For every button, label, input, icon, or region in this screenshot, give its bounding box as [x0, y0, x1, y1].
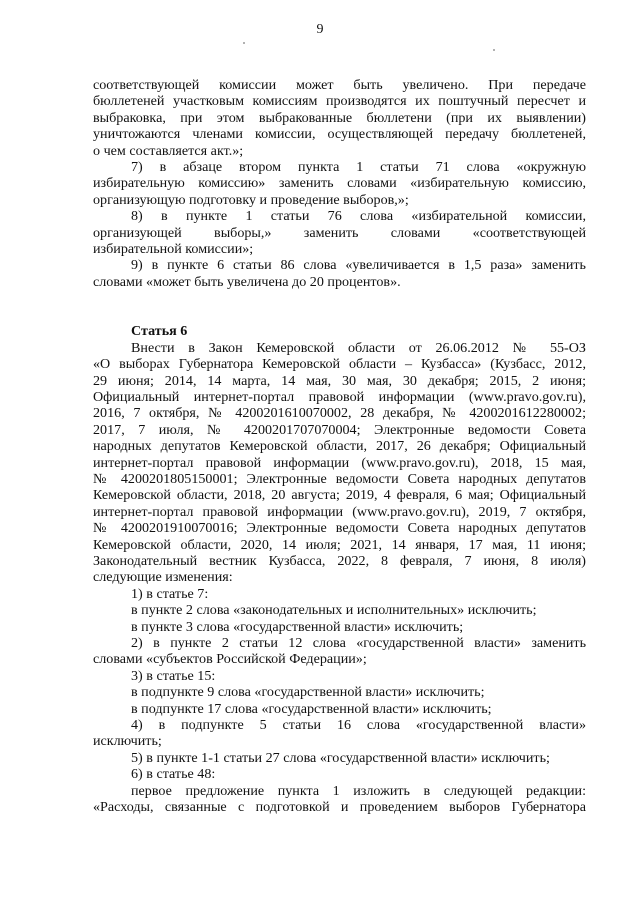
- text-line: первое предложение пункта 1 изложить в следующей редакции:: [131, 782, 586, 799]
- text-line: исключить;: [93, 733, 162, 750]
- text-line: Внести в Закон Кемеровской области от 26.06.2012 № 55-ОЗ: [131, 339, 586, 356]
- text-line: словами «субъектов Российской Федерации»;: [93, 651, 367, 668]
- text-line: народных депутатов Кемеровской области, 2017, 26 декабря; Официальный: [93, 438, 586, 455]
- text-line: избирательной комиссии»;: [93, 241, 254, 258]
- scan-speck: [243, 42, 245, 44]
- text-line: избирательную комиссию» заменить словами «избирательную комиссию,: [93, 175, 586, 192]
- amendment-item-9: [93, 257, 586, 290]
- scan-speck: [493, 49, 495, 51]
- change-item-1-b: в пункте 3 слова «государственной власти» исключить;: [131, 618, 464, 635]
- text-line: бюллетеней участковым комиссиям производятся их поштучный пересчет и: [93, 93, 586, 110]
- text-line: организующей выборы,» заменить словами «соответствующей: [93, 224, 586, 241]
- text-line: выбраковка, при этом выбракованные бюллетени (при их выявлении): [93, 109, 586, 126]
- text-line: интернет-портал правовой информации (www.pravo.gov.ru), 2018, 15 мая,: [93, 454, 586, 471]
- body-text: [93, 77, 586, 815]
- text-line: 29 июня; 2014, 14 марта, 14 мая, 30 мая, 30 декабря; 2015, 2 июня;: [93, 372, 586, 389]
- text-line: Кемеровской области, 2020, 14 июля; 2021, 14 января, 17 мая, 11 июня;: [93, 536, 586, 553]
- amendment-item-7: [93, 159, 586, 208]
- article-heading: Статья 6: [131, 323, 188, 340]
- text-line: 2) в пункте 2 статьи 12 слова «государственной власти» заменить: [131, 635, 586, 651]
- article-intro: [93, 340, 586, 586]
- change-item-2: [93, 635, 586, 668]
- amendment-item-8: [93, 208, 586, 257]
- text-line: № 4200201910070016; Электронные ведомости Совета народных депутатов: [93, 520, 586, 537]
- text-line: следующие изменения:: [93, 569, 233, 586]
- text-line: Законодательный вестник Кузбасса, 2022, 8 февраля, 7 июня, 8 июля): [93, 552, 586, 569]
- text-line: 2017, 7 июля, № 4200201707070004; Электронные ведомости Совета: [93, 421, 586, 438]
- text-line: 8) в пункте 1 статьи 76 слова «избирательной комиссии,: [131, 208, 586, 225]
- text-line: «О выборах Губернатора Кемеровской области – Кузбасса» (Кузбасс, 2012,: [93, 356, 586, 373]
- page-number: 9: [316, 22, 324, 37]
- change-item-6-a: [93, 783, 586, 816]
- change-item-3-a: в подпункте 9 слова «государственной власти» исключить;: [131, 684, 485, 701]
- text-line: «Расходы, связанные с подготовкой и проведением выборов Губернатора: [93, 799, 586, 816]
- change-item-6: 6) в статье 48:: [131, 766, 216, 783]
- change-item-1-a: в пункте 2 слова «законодательных и исполнительных» исключить;: [131, 602, 537, 619]
- text-line: уничтожаются членами комиссии, осуществляющей передачу бюллетеней,: [93, 126, 586, 143]
- change-item-3-b: в подпункте 17 слова «государственной власти» исключить;: [131, 700, 492, 717]
- text-line: Официальный интернет-портал правовой информации (www.pravo.gov.ru),: [93, 388, 586, 405]
- text-line: 4) в подпункте 5 статьи 16 слова «государственной власти»: [131, 717, 586, 734]
- text-line: Кемеровской области, 2018, 20 августа; 2019, 4 февраля, 6 мая; Официальный: [93, 487, 586, 504]
- text-line: интернет-портал правовой информации (www.pravo.gov.ru), 2019, 7 октября,: [93, 503, 586, 520]
- text-line: № 4200201805150001; Электронные ведомости Совета народных депутатов: [93, 470, 586, 487]
- text-line: словами «может быть увеличена до 20 процентов».: [93, 273, 401, 290]
- change-item-3: 3) в статье 15:: [131, 667, 216, 684]
- change-item-5: 5) в пункте 1-1 статьи 27 слова «государственной власти» исключить;: [131, 749, 550, 766]
- text-line: организующую подготовку и проведение выборов,»;: [93, 191, 409, 208]
- text-line: 7) в абзаце втором пункта 1 статьи 71 слова «окружную: [131, 159, 586, 176]
- change-item-4: [93, 717, 586, 750]
- text-line: о чем составляется акт.»;: [93, 142, 244, 159]
- change-item-1: 1) в статье 7:: [131, 585, 209, 602]
- paragraph-continuation: [93, 77, 586, 159]
- text-line: 2016, 7 октября, № 4200201610070002, 28 декабря, № 4200201612280002;: [93, 405, 586, 422]
- text-line: 9) в пункте 6 статьи 86 слова «увеличивается в 1,5 раза» заменить: [131, 257, 586, 274]
- text-line: соответствующей комиссии может быть увеличено. При передаче: [93, 77, 586, 93]
